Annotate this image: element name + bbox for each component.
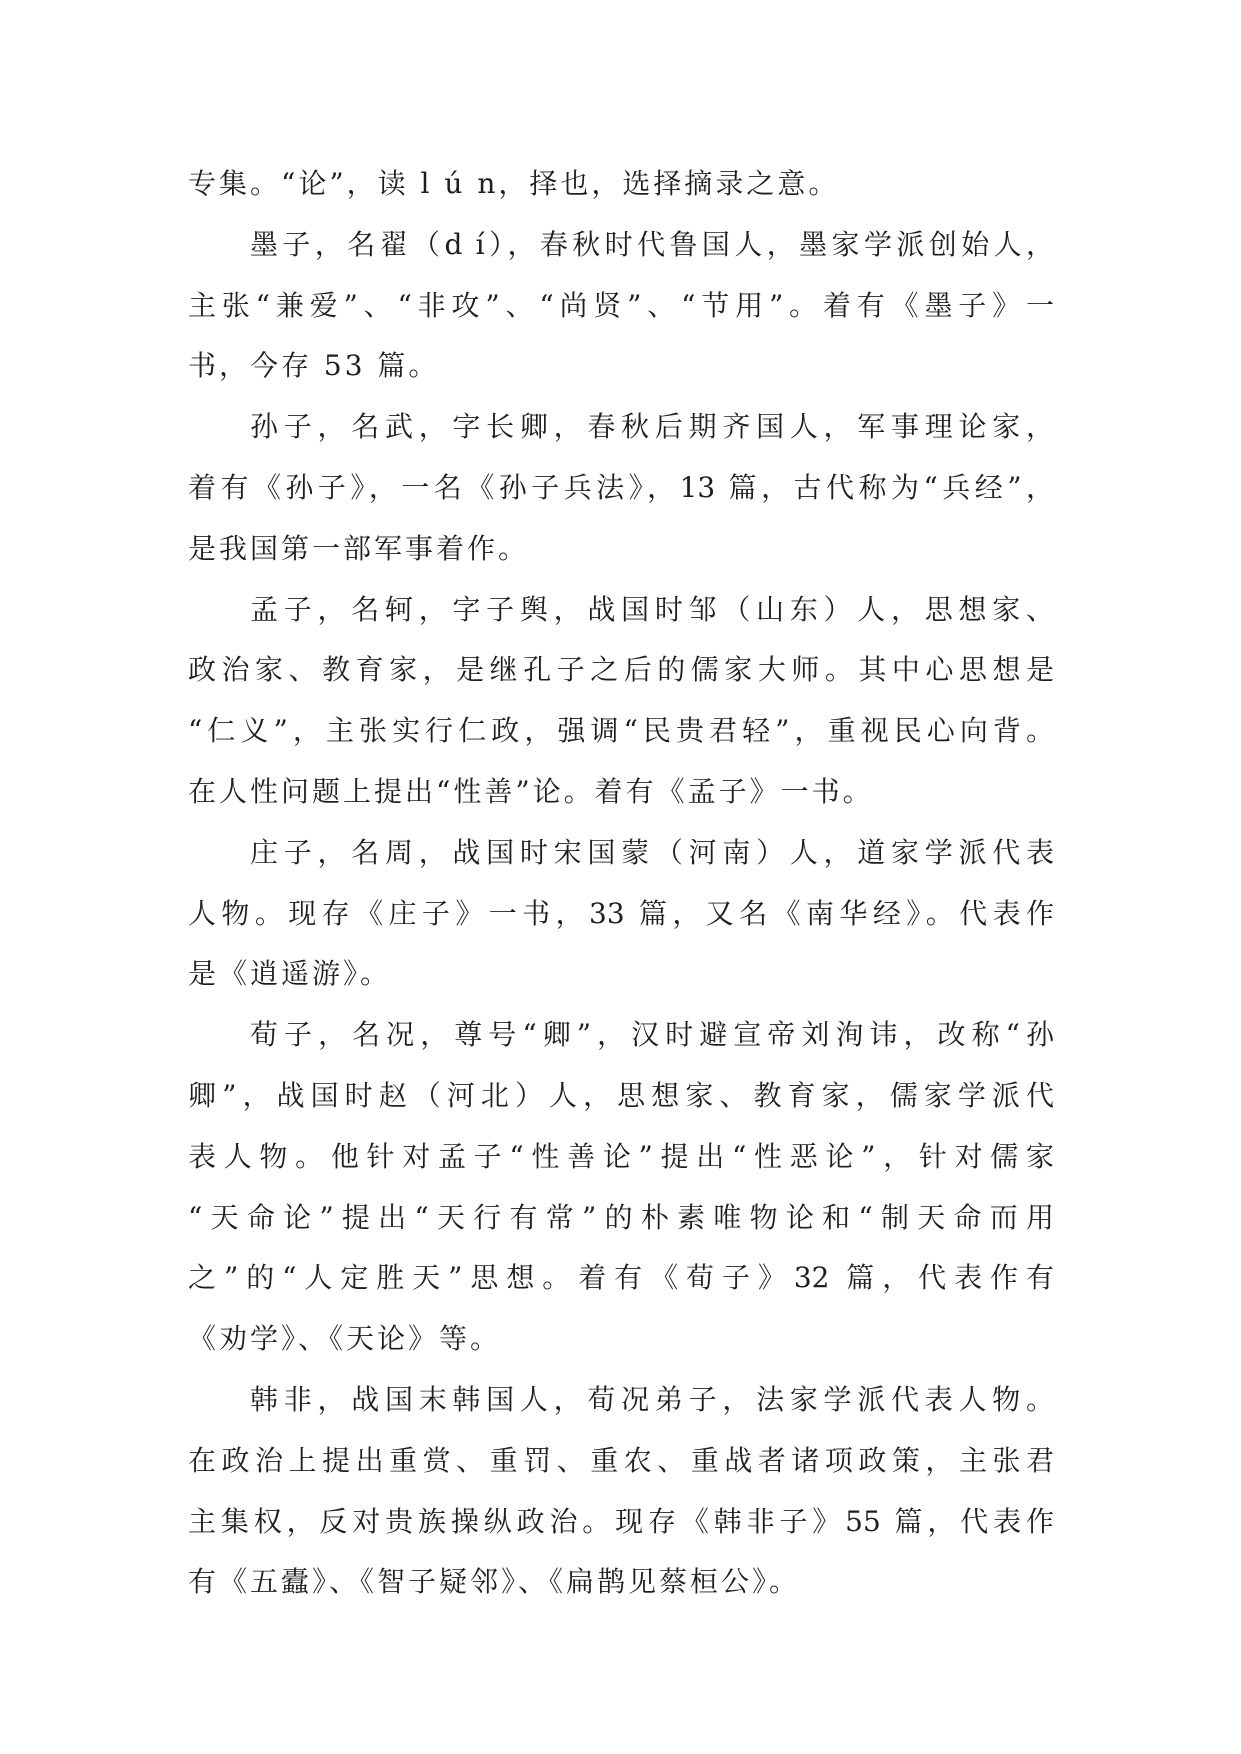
text-line: 孟子，名轲，字子舆，战国时邹（山东）人，思想家、 [250, 592, 1054, 626]
text-line: 之”的“人定胜天”思想。着有《荀子》32 篇，代表作有 [188, 1261, 1054, 1295]
text-line: 卿”，战国时赵（河北）人，思想家、教育家，儒家学派代 [188, 1078, 1054, 1112]
text-line: 庄子，名周，战国时宋国蒙（河南）人，道家学派代表 [250, 835, 1054, 869]
text-line: 在人性问题上提出“性善”论。着有《孟子》一书。 [188, 774, 874, 808]
paragraph-sunzi [188, 397, 1054, 579]
text-line: 墨子，名翟（d í），春秋时代鲁国人，墨家学派创始人， [250, 227, 1054, 261]
text-line: “仁义”，主张实行仁政，强调“民贵君轻”，重视民心向背。 [188, 714, 1054, 748]
text-line: “天命论”提出“天行有常”的朴素唯物论和“制天命而用 [188, 1200, 1054, 1234]
text-line: 专集。“论”，读 l ú n，择也，选择摘录之意。 [188, 167, 840, 200]
text-line: 主集权，反对贵族操纵政治。现存《韩非子》55 篇，代表作 [188, 1504, 1054, 1538]
paragraph-mozi [188, 215, 1054, 397]
text-line: 着有《孙子》，一名《孙子兵法》，13 篇，古代称为“兵经”， [188, 470, 1054, 504]
text-line: 是我国第一部军事着作。 [188, 531, 530, 565]
text-line: 在政治上提出重赏、重罚、重农、重战者诸项政策，主张君 [188, 1443, 1054, 1477]
paragraph-zhuangzi [188, 823, 1054, 1005]
text-line: 主张“兼爱”、“非攻”、“尚贤”、“节用”。着有《墨子》一 [188, 288, 1054, 322]
text-line: 政治家、教育家，是继孔子之后的儒家大师。其中心思想是 [188, 653, 1054, 687]
text-line: 韩非，战国末韩国人，荀况弟子，法家学派代表人物。 [250, 1382, 1054, 1416]
text-line: 有《五蠹》、《智子疑邻》、《扁鹊见蔡桓公》。 [188, 1565, 801, 1599]
text-line: 孙子，名武，字长卿，春秋后期齐国人，军事理论家， [250, 410, 1054, 444]
paragraph-hanfei [188, 1370, 1054, 1613]
text-line: 《劝学》、《天论》等。 [188, 1322, 502, 1356]
text-line: 书，今存 53 篇。 [188, 349, 440, 383]
text-line: 人物。现存《庄子》一书，33 篇，又名《南华经》。代表作 [188, 896, 1054, 930]
text-line: 荀子，名况，尊号“卿”，汉时避宣帝刘洵讳，改称“孙 [250, 1018, 1054, 1052]
paragraph-xunzi [188, 1005, 1054, 1370]
paragraph-lunyu [188, 154, 1054, 215]
body-text [188, 154, 1054, 1613]
paragraph-mengzi [188, 580, 1054, 823]
text-line: 是《逍遥游》。 [188, 957, 392, 991]
text-line: 表人物。他针对孟子“性善论”提出“性恶论”，针对儒家 [188, 1139, 1054, 1173]
